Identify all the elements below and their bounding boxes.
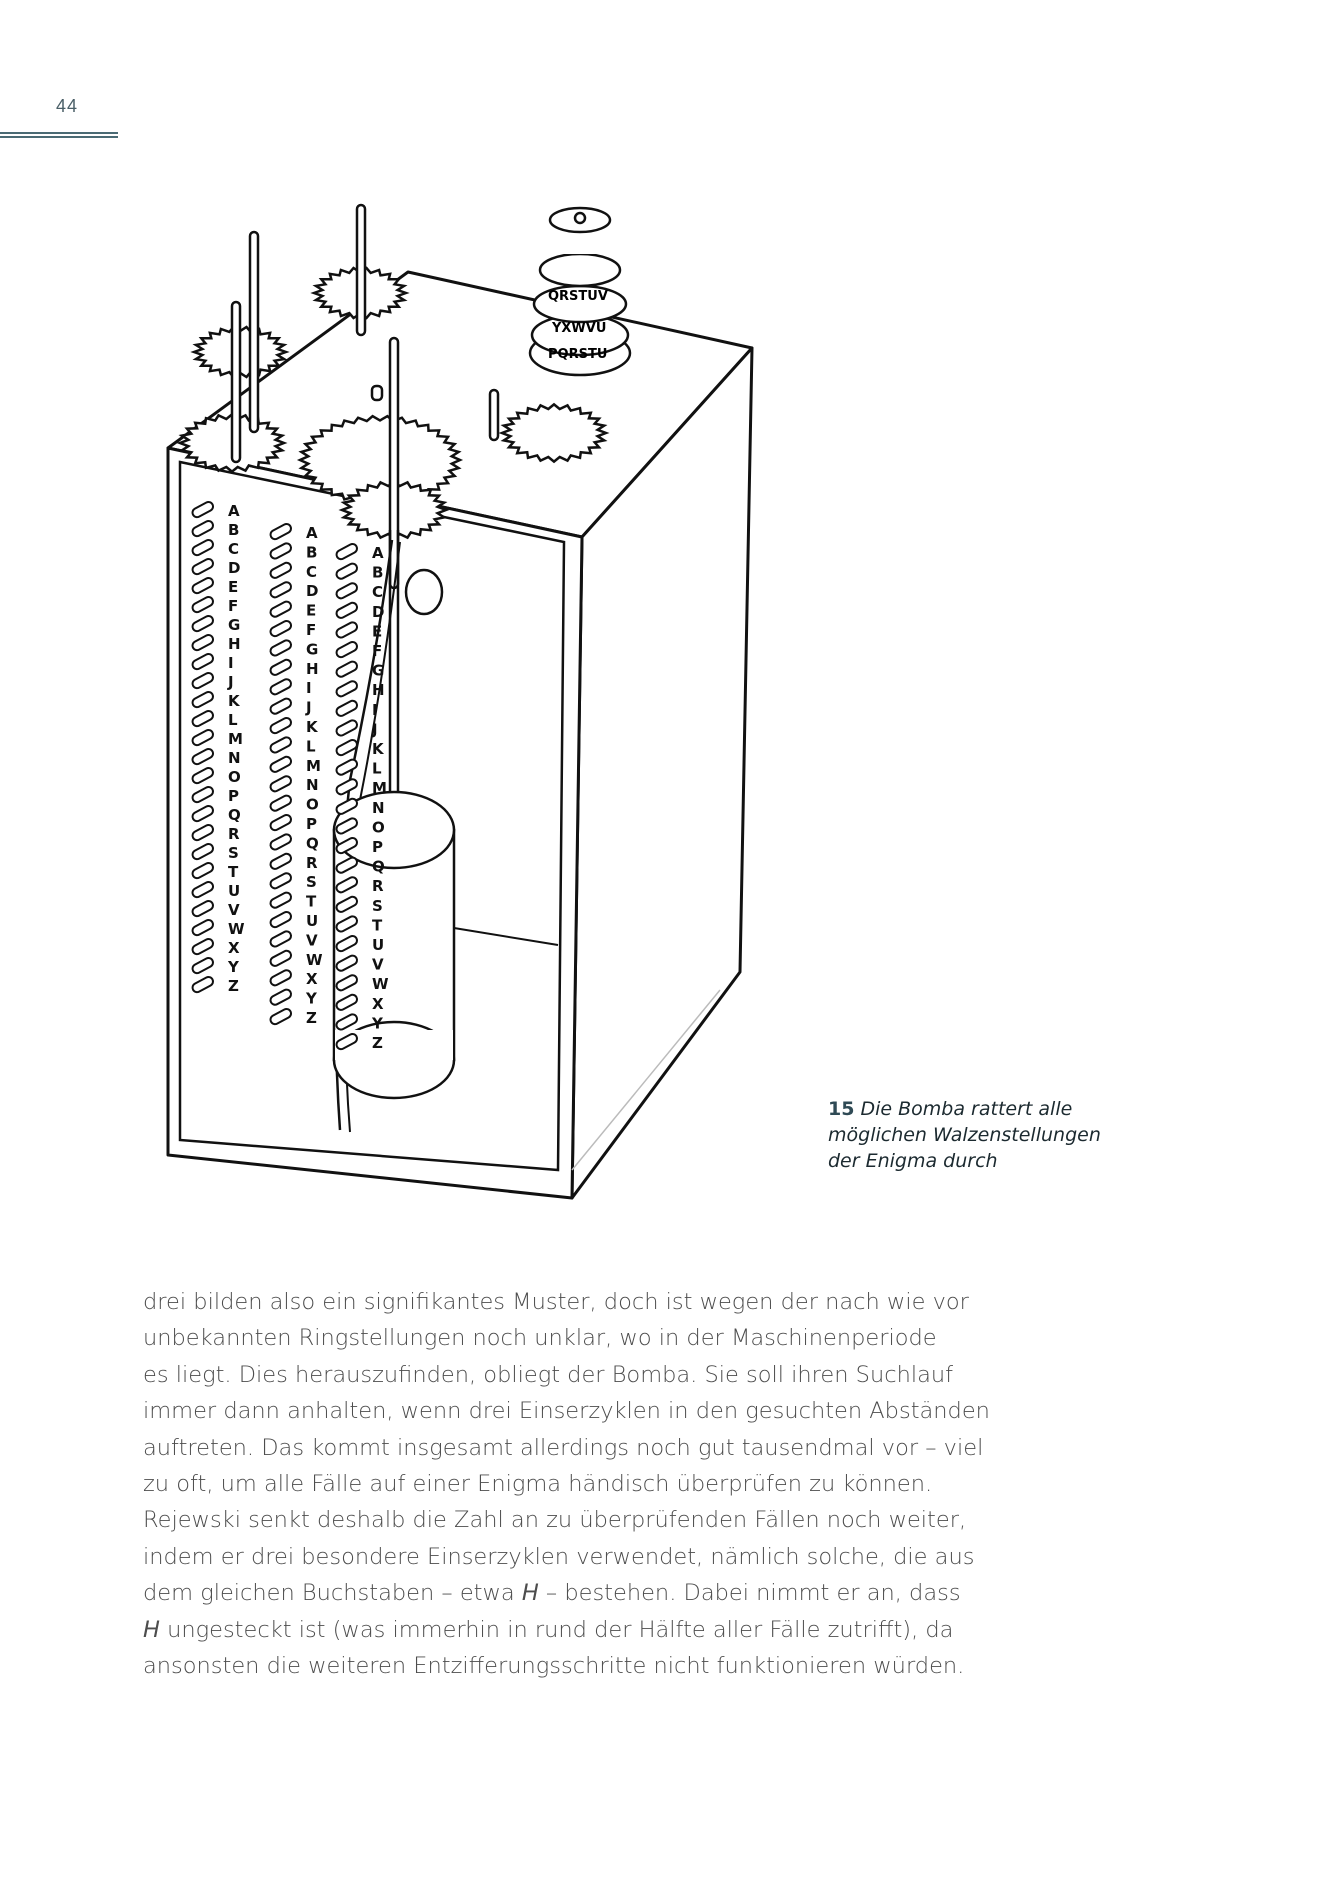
column-letter: Y <box>372 1014 383 1033</box>
body-line: es liegt. Dies herauszufinden, obliegt der Bomba. Sie soll ihren Suchlauf <box>143 1361 954 1388</box>
column-letter: Q <box>306 834 319 853</box>
caption-line-3: der Enigma durch <box>828 1150 998 1172</box>
body-line: indem er drei besondere Einserzyklen verwendet, nämlich solche, die aus <box>143 1543 975 1570</box>
body-line: auftreten. Das kommt insgesamt allerdings noch gut tausendmal vor – viel <box>143 1434 984 1461</box>
header-rule <box>0 132 118 134</box>
column-letter: T <box>228 863 239 881</box>
column-letter: C <box>228 540 240 558</box>
column-letter: G <box>372 661 385 680</box>
caption-line-1: Die Bomba rattert alle <box>860 1098 1073 1120</box>
column-letter: T <box>306 892 317 911</box>
column-letter: N <box>372 798 385 817</box>
column-letter: Q <box>228 806 241 824</box>
column-letter: B <box>228 521 240 539</box>
column-letter: V <box>372 955 384 974</box>
column-letter: E <box>228 578 239 596</box>
rotor-label-3: PQRSTU <box>548 347 608 362</box>
rotor-label-2: YXWVU <box>552 321 607 336</box>
column-letter: F <box>228 597 239 615</box>
column-letter: W <box>306 950 323 969</box>
figure-caption <box>828 1096 1148 1174</box>
column-letter: D <box>372 602 385 621</box>
column-letter: Z <box>306 1009 317 1027</box>
column-letter: F <box>306 621 317 639</box>
column-letter: W <box>372 975 389 994</box>
column-letter: X <box>306 970 318 989</box>
caption-line-2: möglichen Walzenstellungen <box>828 1124 1101 1146</box>
column-letter: K <box>372 740 384 758</box>
body-line-10: H ungesteckt ist (was immerhin in rund der Hälfte aller Fälle zutrifft), da <box>143 1616 954 1643</box>
rotor-label-1: QRSTUV <box>548 289 608 304</box>
column-letter: J <box>228 673 234 691</box>
bomba-illustration <box>160 190 760 1200</box>
column-letter: I <box>228 654 234 672</box>
column-letter: V <box>228 901 240 919</box>
column-letter: P <box>372 838 383 856</box>
column-letter: R <box>306 853 318 872</box>
column-letter: B <box>372 563 384 582</box>
column-letter: L <box>372 759 382 778</box>
body-line: drei bilden also ein signifikantes Muster, doch ist wegen der nach wie vor <box>143 1289 969 1315</box>
column-letter: Z <box>372 1034 383 1052</box>
bomba-drawing <box>160 190 760 1200</box>
column-letter: T <box>372 916 383 935</box>
column-letter: Y <box>306 989 317 1008</box>
body-line: Rejewski senkt deshalb die Zahl an zu überprüfenden Fällen noch weiter, <box>143 1507 967 1534</box>
column-letter: Y <box>228 958 239 976</box>
column-letter: V <box>306 931 318 950</box>
body-line: unbekannten Ringstellungen noch unklar, wo in der Maschinenperiode <box>143 1325 937 1352</box>
column-letter: D <box>306 582 319 601</box>
column-letter: A <box>306 524 318 542</box>
column-letter: M <box>228 730 243 748</box>
column-letter: N <box>228 749 241 767</box>
column-letter: X <box>228 939 240 957</box>
column-letter: O <box>372 818 385 837</box>
column-letter: H <box>306 659 319 678</box>
column-letter: L <box>306 737 316 756</box>
column-letter: C <box>372 583 384 602</box>
column-letter: P <box>306 815 317 833</box>
column-letter: A <box>372 544 384 562</box>
column-letter: B <box>306 543 318 562</box>
column-letter: J <box>306 698 312 717</box>
header-rule-second <box>0 136 118 138</box>
column-letter: N <box>306 776 319 795</box>
column-letter: D <box>228 559 241 577</box>
column-letter: F <box>372 642 383 660</box>
column-letter: G <box>228 616 241 634</box>
column-letter: M <box>306 756 321 775</box>
body-paragraph <box>143 1284 1043 1684</box>
column-letter: C <box>306 562 318 581</box>
column-letter: M <box>372 779 387 798</box>
body-line: immer dann anhalten, wenn drei Einserzyklen in den gesuchten Abständen <box>143 1398 990 1425</box>
column-letter: S <box>228 844 239 862</box>
knob <box>406 570 442 614</box>
column-letter: S <box>306 873 317 892</box>
column-letter: G <box>306 640 319 659</box>
caption-number: 15 <box>828 1098 855 1120</box>
column-letter: S <box>372 896 383 915</box>
body-line: zu oft, um alle Fälle auf einer Enigma händisch überprüfen zu können. <box>143 1471 933 1498</box>
column-letter: U <box>372 936 385 954</box>
column-letter: J <box>372 720 378 739</box>
column-letter: O <box>228 768 241 786</box>
column-letter: H <box>228 635 241 653</box>
body-line-11: ansonsten die weiteren Entzifferungsschritte nicht funktionieren würden. <box>143 1653 965 1680</box>
column-letter: O <box>306 795 319 814</box>
page-number: 44 <box>56 96 79 116</box>
column-letter: K <box>306 718 318 736</box>
column-letter: U <box>228 882 241 900</box>
column-letter: P <box>228 787 239 805</box>
column-letter: R <box>372 877 384 896</box>
column-letter: Q <box>372 857 385 876</box>
column-letter: L <box>228 711 238 729</box>
column-letter: K <box>228 692 240 710</box>
column-letter: I <box>306 679 312 698</box>
column-letter: R <box>228 825 240 843</box>
column-letter: E <box>306 601 317 620</box>
body-line-9: dem gleichen Buchstaben – etwa H – bestehen. Dabei nimmt er an, dass <box>143 1580 961 1607</box>
gear <box>502 404 606 461</box>
column-letter: A <box>228 502 240 520</box>
column-letter: I <box>372 700 378 719</box>
column-letter: E <box>372 622 383 641</box>
column-letter: W <box>228 920 245 938</box>
column-letter: U <box>306 912 319 930</box>
column-letter: H <box>372 681 385 700</box>
column-letter: X <box>372 994 384 1013</box>
column-letter: Z <box>228 977 239 995</box>
